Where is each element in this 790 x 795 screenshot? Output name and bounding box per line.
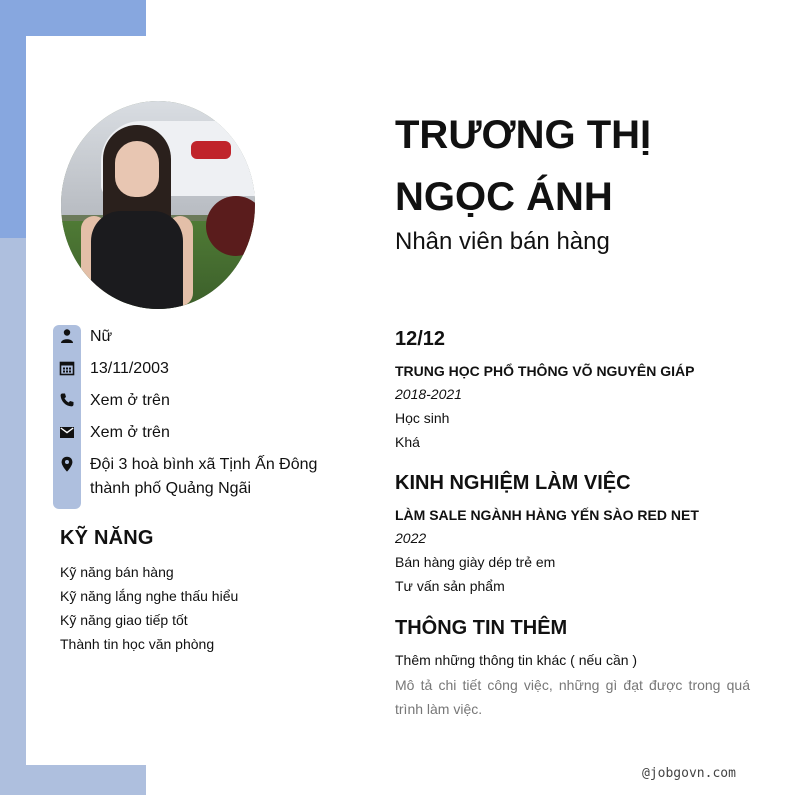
contact-sidebar: [53, 325, 81, 509]
skills-list: [60, 560, 238, 656]
name-line-1: TRƯƠNG THỊ: [395, 113, 652, 157]
location-pin-icon: [59, 456, 75, 472]
additional-info-text: Thêm những thông tin khác ( nếu cần ): [395, 652, 638, 668]
calendar-icon: [59, 360, 75, 376]
experience-company: LÀM SALE NGÀNH HÀNG YẾN SÀO RED NET: [395, 507, 699, 523]
additional-info-heading: THÔNG TIN THÊM: [395, 617, 568, 639]
address-line-1: Đội 3 hoà bình xã Tịnh Ấn Đông: [90, 456, 318, 473]
address-line-2: thành phố Quảng Ngãi: [90, 480, 252, 497]
skill-item: Kỹ năng giao tiếp tốt: [60, 612, 188, 628]
phone-text: Xem ở trên: [90, 392, 170, 409]
education-role: Học sinh: [395, 410, 450, 426]
phone-icon: [59, 392, 75, 408]
education-heading: 12/12: [395, 328, 446, 350]
additional-info-description: Mô tả chi tiết công việc, những gì đạt được trong quá trình làm việc.: [395, 677, 750, 717]
skill-item: Thành tin học văn phòng: [60, 636, 215, 652]
experience-item: Bán hàng giày dép trẻ em: [395, 554, 556, 570]
education-period: 2018-2021: [395, 386, 462, 402]
gender-text: Nữ: [90, 328, 113, 345]
education-grade: Khá: [395, 434, 420, 450]
birthdate-text: 13/11/2003: [90, 360, 169, 377]
email-text: Xem ở trên: [90, 424, 170, 441]
candidate-name: [395, 104, 651, 228]
address-text: [90, 453, 317, 501]
name-line-2: NGỌC ÁNH: [395, 175, 613, 219]
experience-item: Tư vấn sản phẩm: [395, 578, 505, 594]
watermark: @jobgovn.com: [642, 766, 736, 781]
school-name: TRUNG HỌC PHỔ THÔNG VÕ NGUYÊN GIÁP: [395, 363, 695, 379]
profile-photo: [61, 101, 255, 309]
experience-heading: KINH NGHIỆM LÀM VIỆC: [395, 472, 631, 494]
mail-icon: [59, 424, 75, 440]
job-title: Nhân viên bán hàng: [395, 228, 610, 255]
skill-item: Kỹ năng bán hàng: [60, 564, 174, 580]
skills-heading: KỸ NĂNG: [60, 527, 154, 549]
person-icon: [59, 328, 75, 344]
skill-item: Kỹ năng lắng nghe thấu hiểu: [60, 588, 239, 604]
experience-period: 2022: [395, 530, 427, 546]
